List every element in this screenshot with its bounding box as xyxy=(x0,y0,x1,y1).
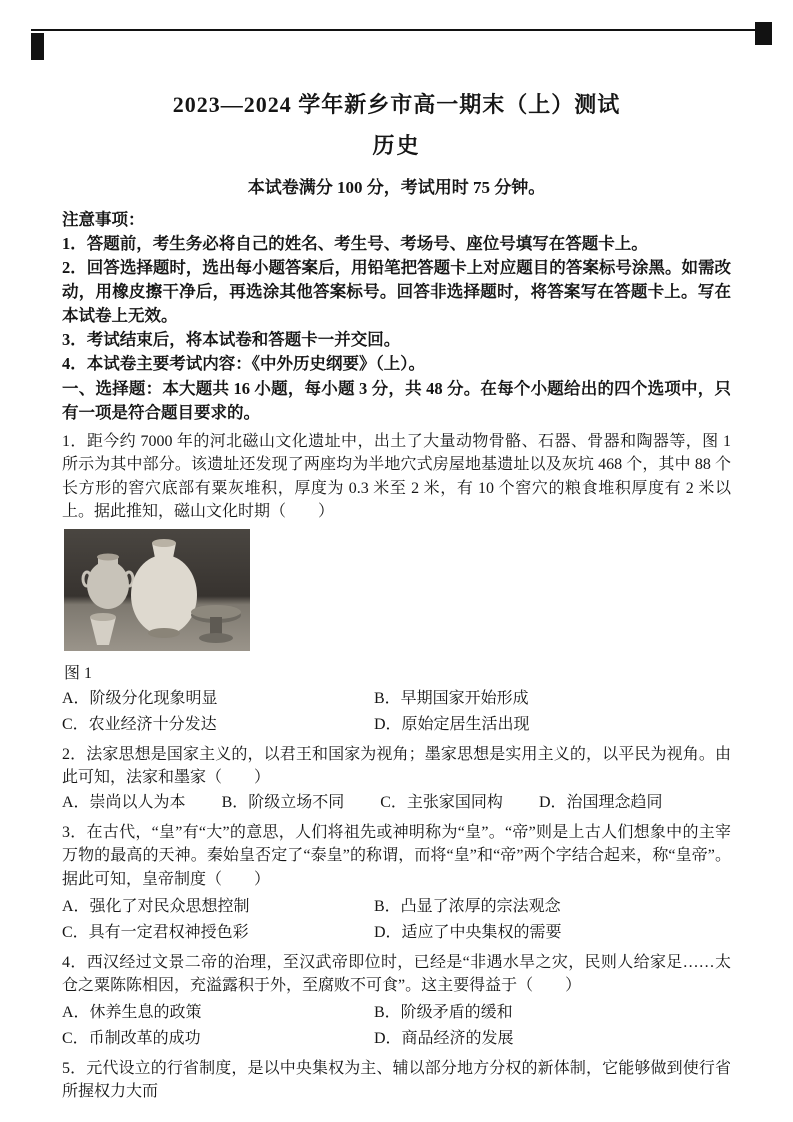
question-1-text: 1．距今约 7000 年的河北磁山文化遗址中，出土了大量动物骨骼、石器、骨器和陶器等，图 1 所示为其中部分。该遗址还发现了两座均为半地穴式房屋地基遗址以及灰坑 468 个，其中 88 个长方形的窖穴底部有粟灰堆积，厚度为 0.3 米至 2 米，有 10 个窖穴的粮食堆积厚度有 2 米以上。据此推知，磁山文化时期（ ） xyxy=(62,433,731,520)
option-c: C．币制改革的成功 xyxy=(62,1029,201,1047)
notice-item-1: 1．答题前，考生务必将自己的姓名、考生号、考场号、座位号填写在答题卡上。 xyxy=(62,233,648,253)
question-1-options xyxy=(62,686,731,738)
option-b: B．阶级矛盾的缓和 xyxy=(374,1003,513,1021)
scan-artifact-right xyxy=(755,22,772,45)
option-d: D．原始定居生活出现 xyxy=(374,715,530,733)
exam-info: 本试卷满分 100 分，考试用时 75 分钟。 xyxy=(247,178,546,197)
question-5 xyxy=(62,1057,731,1103)
notices-label: 注意事项： xyxy=(62,210,145,229)
option-c: C．农业经济十分发达 xyxy=(62,715,217,733)
question-3-text: 3．在古代，“皇”有“大”的意思，人们将祖先或神明称为“皇”。“帝”则是上古人们想象中的主宰万物的最高的天神。秦始皇否定了“泰皇”的称谓，而将“皇”和“帝”两个字结合起来，称“皇帝”。据此可知，皇帝制度（ ） xyxy=(62,824,731,888)
page-border-top xyxy=(31,29,769,31)
question-2 xyxy=(62,743,731,816)
option-a: A．强化了对民众思想控制 xyxy=(62,897,250,915)
question-5-text: 5．元代设立的行省制度，是以中央集权为主、辅以部分地方分权的新体制，它能够做到使行省所握权力大而 xyxy=(62,1059,731,1100)
option-d: D．治国理念趋同 xyxy=(538,794,663,812)
option-a: A．阶级分化现象明显 xyxy=(62,690,218,708)
subject-title: 历史 xyxy=(372,133,421,158)
option-d: D．适应了中央集权的需要 xyxy=(374,923,562,941)
option-a: A．崇尚以人为本 xyxy=(62,794,186,812)
question-3 xyxy=(62,821,731,945)
question-4-options xyxy=(62,1000,731,1052)
notice-item-3: 3．考试结束后，将本试卷和答题卡一并交回。 xyxy=(62,329,401,349)
question-2-options xyxy=(62,790,731,816)
question-4 xyxy=(62,951,731,1052)
option-b: B．早期国家开始形成 xyxy=(374,690,529,708)
scan-artifact-left xyxy=(31,33,44,60)
question-3-options xyxy=(62,894,731,946)
pottery-artifacts-image xyxy=(64,529,250,651)
option-b: B．凸显了浓厚的宗法观念 xyxy=(374,897,561,915)
section-one-heading: 一、选择题：本大题共 16 小题，每小题 3 分，共 48 分。在每个小题给出的四个选项中，只有一项是符合题目要求的。 xyxy=(62,379,731,423)
question-1 xyxy=(62,430,731,738)
notice-item-2: 2．回答选择题时，选出每小题答案后，用铅笔把答题卡上对应题目的答案标号涂黑。如需改动，用橡皮擦干净后，再选涂其他答案标号。回答非选择题时，将答案写在答题卡上。写在本试卷上无效。 xyxy=(62,257,731,325)
question-2-text: 2．法家思想是国家主义的，以君王和国家为视角；墨家思想是实用主义的，以平民为视角。由此可知，法家和墨家（ ） xyxy=(62,745,731,787)
option-b: B．阶级立场不同 xyxy=(221,794,345,812)
notices-section xyxy=(62,208,731,375)
figure-1 xyxy=(64,529,731,683)
option-c: C．主张家国同构 xyxy=(380,794,503,812)
option-a: A．休养生息的政策 xyxy=(62,1003,202,1021)
exam-title: 2023—2024 学年新乡市高一期末（上）测试 xyxy=(172,92,621,117)
page-content xyxy=(0,88,793,1103)
question-4-text: 4．西汉经过文景二帝的治理，至汉武帝即位时，已经是“非遇水旱之灾，民则人给家足……太仓之粟陈陈相因，充溢露积于外，至腐败不可食”。这主要得益于（ ） xyxy=(62,953,731,994)
figure-1-caption: 图 1 xyxy=(64,665,93,683)
option-c: C．具有一定君权神授色彩 xyxy=(62,923,249,941)
notice-item-4: 4．本试卷主要考试内容：《中外历史纲要》（上）。 xyxy=(62,353,425,373)
option-d: D．商品经济的发展 xyxy=(374,1029,514,1047)
